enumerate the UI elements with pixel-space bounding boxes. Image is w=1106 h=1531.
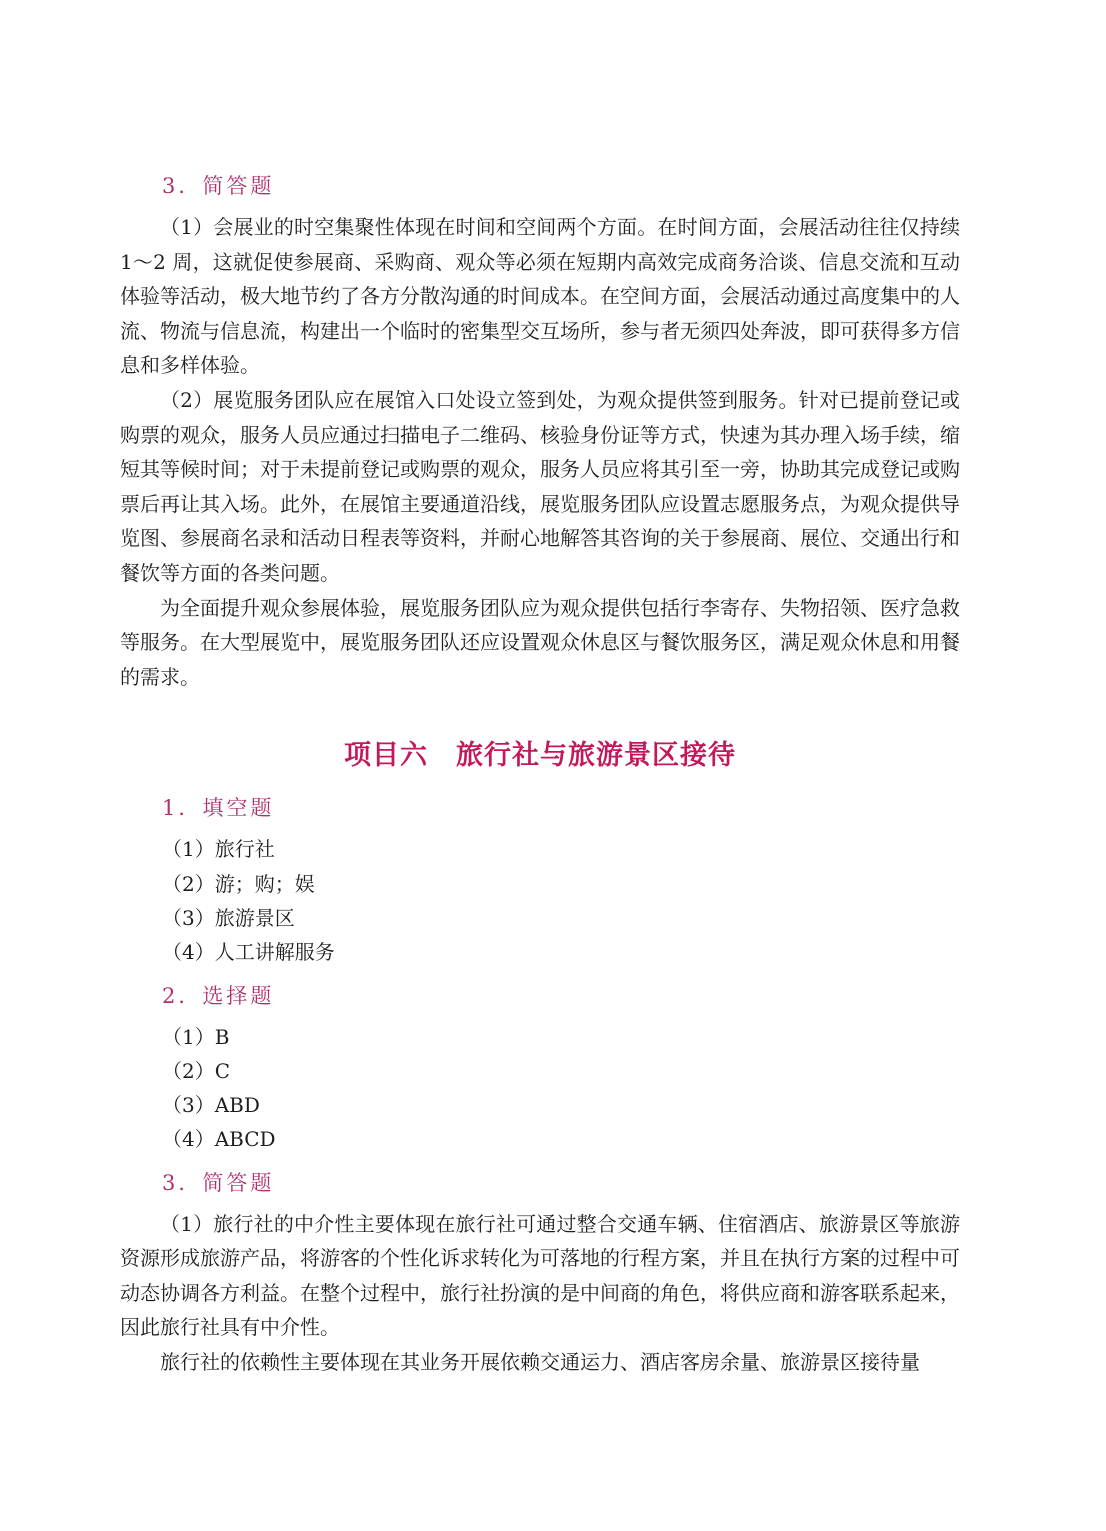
fill-blank-answer: （4）人工讲解服务: [162, 940, 335, 965]
answer-paragraph: 为全面提升观众参展体验，展览服务团队应为观众提供包括行李寄存、失物招领、医疗急救等服务。在大型展览中，展览服务团队还应设置观众休息区与餐饮服务区，满足观众休息和用餐的需求。: [120, 595, 960, 689]
fill-blank-answer: （1）旅行社: [162, 837, 275, 862]
document-page: [120, 168, 960, 1380]
answer-paragraph: （1）会展业的时空集聚性体现在时间和空间两个方面。在时间方面，会展活动往往仅持续 1～2 周，这就促使参展商、采购商、观众等必须在短期内高效完成商务洽谈、信息交流和互动体验等活动，极大地节约了各方分散沟通的时间成本。在空间方面，会展活动通过高度集中的人流、物流与信息流，构建出一个临时的密集型交互场所，参与者无须四处奔波，即可获得多方信息和多样体验。: [120, 215, 960, 378]
short-answer-heading: 3．简答题: [162, 174, 275, 198]
answer-paragraph: （1）旅行社的中介性主要体现在旅行社可通过整合交通车辆、住宿酒店、旅游景区等旅游资源形成旅游产品，将游客的个性化诉求转化为可落地的行程方案，并且在执行方案的过程中可动态协调各方利益。在整个过程中，旅行社扮演的是中间商的角色，将供应商和游客联系起来，因此旅行社具有中介性。: [120, 1211, 960, 1340]
fill-blank-answer: （3）旅游景区: [162, 905, 295, 930]
choice-answer: （3）ABD: [162, 1093, 260, 1118]
fill-blank-heading: 1．填空题: [162, 796, 275, 821]
choice-answer: （4）ABCD: [162, 1127, 276, 1152]
fill-blank-answer: （2）游；购；娱: [162, 871, 315, 896]
choice-answer: （1）B: [162, 1024, 230, 1049]
answer-paragraph: 旅行社的依赖性主要体现在其业务开展依赖交通运力、酒店客房余量、旅游景区接待量: [160, 1350, 920, 1375]
project-title: 项目六 旅行社与旅游景区接待: [344, 740, 736, 772]
answer-paragraph: （2）展览服务团队应在展馆入口处设立签到处，为观众提供签到服务。针对已提前登记或购票的观众，服务人员应通过扫描电子二维码、核验身份证等方式，快速为其办理入场手续，缩短其等候时间；对于未提前登记或购票的观众，服务人员应将其引至一旁，协助其完成登记或购票后再让其入场。此外，在展馆主要通道沿线，展览服务团队应设置志愿服务点，为观众提供导览图、参展商名录和活动日程表等资料，并耐心地解答其咨询的关于参展商、展位、交通出行和餐饮等方面的各类问题。: [120, 387, 960, 585]
choice-heading: 2．选择题: [162, 983, 275, 1008]
choice-answer: （2）C: [162, 1058, 231, 1083]
short-answer-heading: 3．简答题: [162, 1170, 275, 1195]
